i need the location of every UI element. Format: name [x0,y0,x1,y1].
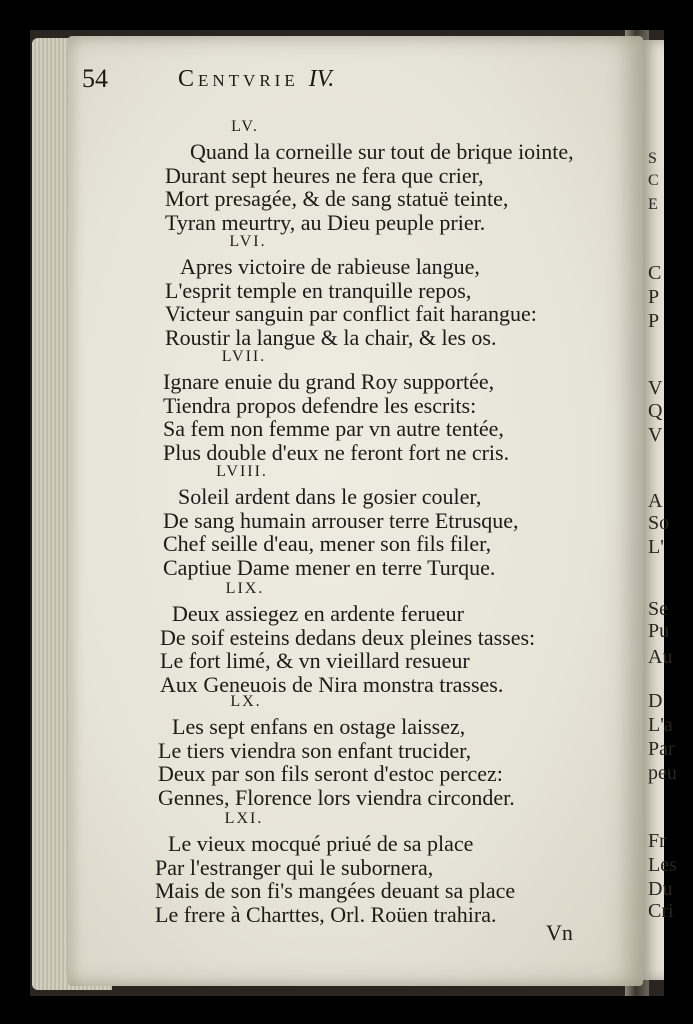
running-title [178,66,334,93]
running-title-numeral: IV. [308,66,335,92]
verse-line: Le fort limé, & vn vieillard resueur [160,648,470,673]
stanza-number: LIX. [225,580,265,597]
verse-line: Chef seille d'eau, mener son fils filer, [163,531,492,556]
facing-page-fragment: A [648,490,663,512]
verse-line: Deux par son fils seront d'estoc percez: [158,761,503,786]
verse-line: Roustir la langue & la chair, & les os. [165,324,497,350]
verse-line: Gennes, Florence lors viendra circonder. [158,784,515,810]
facing-page-fragment: Pu [648,620,670,642]
stanza-number: LVII. [221,348,267,365]
facing-page-fragment: Au [648,646,673,668]
verse-line: Par l'estranger qui le subornera, [155,854,434,880]
verse-line: Durant sept heures ne fera que crier, [165,162,484,188]
facing-page-fragment: E [648,196,658,213]
page-number: 54 [82,64,108,93]
stanza-number: LVI. [229,233,267,250]
facing-page-fragment: Q [648,400,663,422]
facing-page-fragment: Fr [648,830,666,852]
verse-line: Deux assiegez en ardente ferueur [172,601,464,626]
facing-page-fragment: C [648,172,659,189]
verse-line: Captiue Dame mener en terre Turque. [163,554,496,580]
facing-page-fragment: L'a [648,714,673,736]
facing-page-fragment: Se [648,598,668,620]
facing-page-fragment: Par [648,738,675,760]
facing-page-fragment: S [648,150,657,167]
verse-line: Ignare enuie du grand Roy supportée, [163,369,495,394]
verse-line: Tyran meurtry, au Dieu peuple prier. [165,209,486,235]
facing-page-fragment: C [648,262,662,284]
verse-line: Soleil ardent dans le gosier couler, [178,484,482,509]
verse-line: De sang humain arrouser terre Etrusque, [163,507,519,533]
verse-line: Les sept enfans en ostage laissez, [172,714,466,739]
stanza-number: LVIII. [216,463,268,480]
verse-line: Mort presagée, & de sang statuë teinte, [165,186,509,211]
facing-page-fragment: P [648,286,660,308]
verse-line: Sa fem non femme par vn autre tentée, [163,416,504,441]
facing-page-fragment: L' [648,536,664,558]
stanza-number: LV. [231,118,259,135]
catchword: Vn [546,920,573,945]
verse-line: Apres victoire de rabieuse langue, [180,254,480,279]
facing-page-fragment: Les [648,854,677,876]
verse-line: Le tiers viendra son enfant trucider, [158,737,472,763]
facing-page-fragment: Du [648,878,673,900]
verse-line: L'esprit temple en tranquille repos, [165,277,472,303]
stanza-number: LXI. [224,810,264,827]
page-header [82,64,502,100]
verse-line: Victeur sanguin par conflict fait harangue: [165,301,537,326]
facing-page-fragment: Cri [648,900,674,922]
stanza-number: LX. [230,693,262,710]
facing-page-fragment: V [648,377,663,399]
verse-line: De soif esteins dedans deux pleines tasses: [160,624,536,650]
verse-line: Le frere à Charttes, Orl. Roüen trahira. [155,901,497,927]
facing-page-fragment: So [648,512,670,534]
facing-page-fragment: V [648,424,663,446]
verse-line: Quand la corneille sur tout de brique iointe, [190,139,574,164]
verse-line: Tiendra propos defendre les escrits: [163,392,477,418]
facing-page-fragment: D [648,690,663,712]
verse-line: Le vieux mocqué priué de sa place [168,831,474,856]
verse-line: Mais de son fi's mangées deuant sa place [155,878,516,903]
facing-page-fragment: peu [648,762,677,784]
facing-page-fragment: P [648,310,660,332]
verse-line: Aux Geneuois de Nira monstra trasses. [160,671,504,697]
verse-line: Plus double d'eux ne feront fort ne cris. [163,439,510,465]
running-title-text: Centvrie [178,66,299,92]
